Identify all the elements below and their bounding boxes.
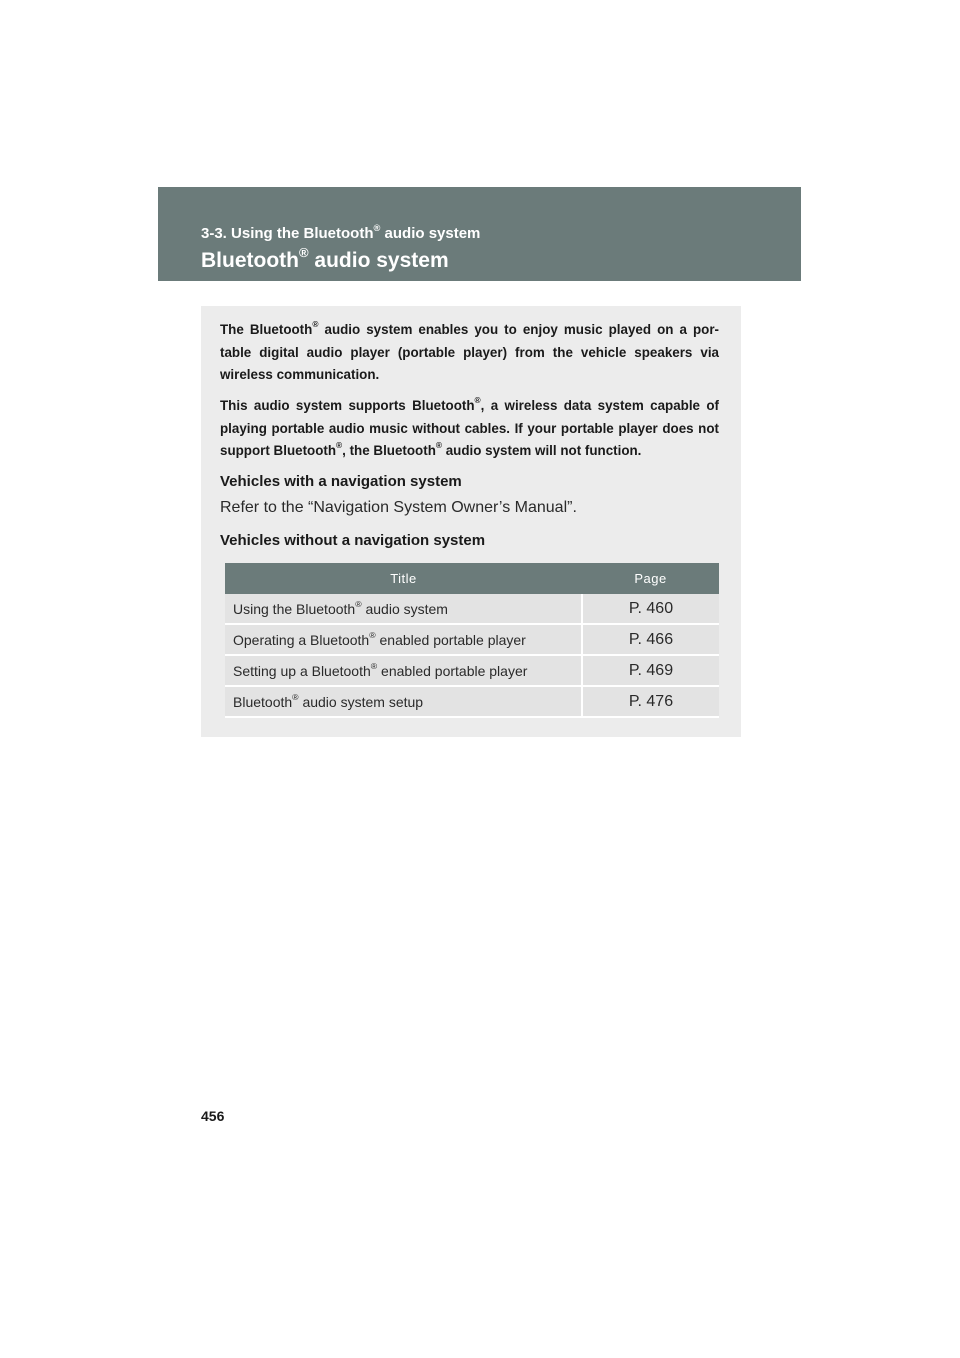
page-number: 456 [201,1108,225,1124]
nav-manual-reference: Refer to the “Navigation System Owner’s Manual”. [220,499,577,516]
content-box [201,306,741,737]
intro-paragraph-2: This audio system supports Bluetooth®, a wireless data system capable of playing portable audio music without cables. If your portable player does not support Bluetooth®, the Bluetooth® audio system will not function. [220,395,719,458]
table-header-row [225,563,719,594]
registered-mark: ® [373,222,381,233]
table-row [225,624,719,655]
nav-heading: Vehicles with a navigation system [220,473,462,490]
row-page-ref: P. 476 [582,686,719,717]
row-page-ref: P. 460 [582,594,719,624]
table-row [225,594,719,624]
intro-paragraph-1: The Bluetooth® audio system enables you to enjoy music played on a por-table digital audio player (portable player) from the vehicle speakers via wireless communication. [220,319,719,382]
section-label: 3-3. Using the Bluetooth® audio system [201,222,481,242]
column-header-title: Title [225,563,582,594]
page-title: Bluetooth® audio system [201,245,449,272]
row-title: Setting up a Bluetooth® enabled portable player [225,655,582,686]
reference-table [225,563,719,718]
row-page-ref: P. 466 [582,624,719,655]
row-title: Operating a Bluetooth® enabled portable player [225,624,582,655]
table-row [225,686,719,717]
row-page-ref: P. 469 [582,655,719,686]
row-title: Using the Bluetooth® audio system [225,594,582,624]
chapter-header [158,187,801,281]
registered-mark: ® [298,245,309,261]
row-title: Bluetooth® audio system setup [225,686,582,717]
non-nav-heading: Vehicles without a navigation system [220,532,486,549]
table-row [225,655,719,686]
column-header-page: Page [582,563,719,594]
